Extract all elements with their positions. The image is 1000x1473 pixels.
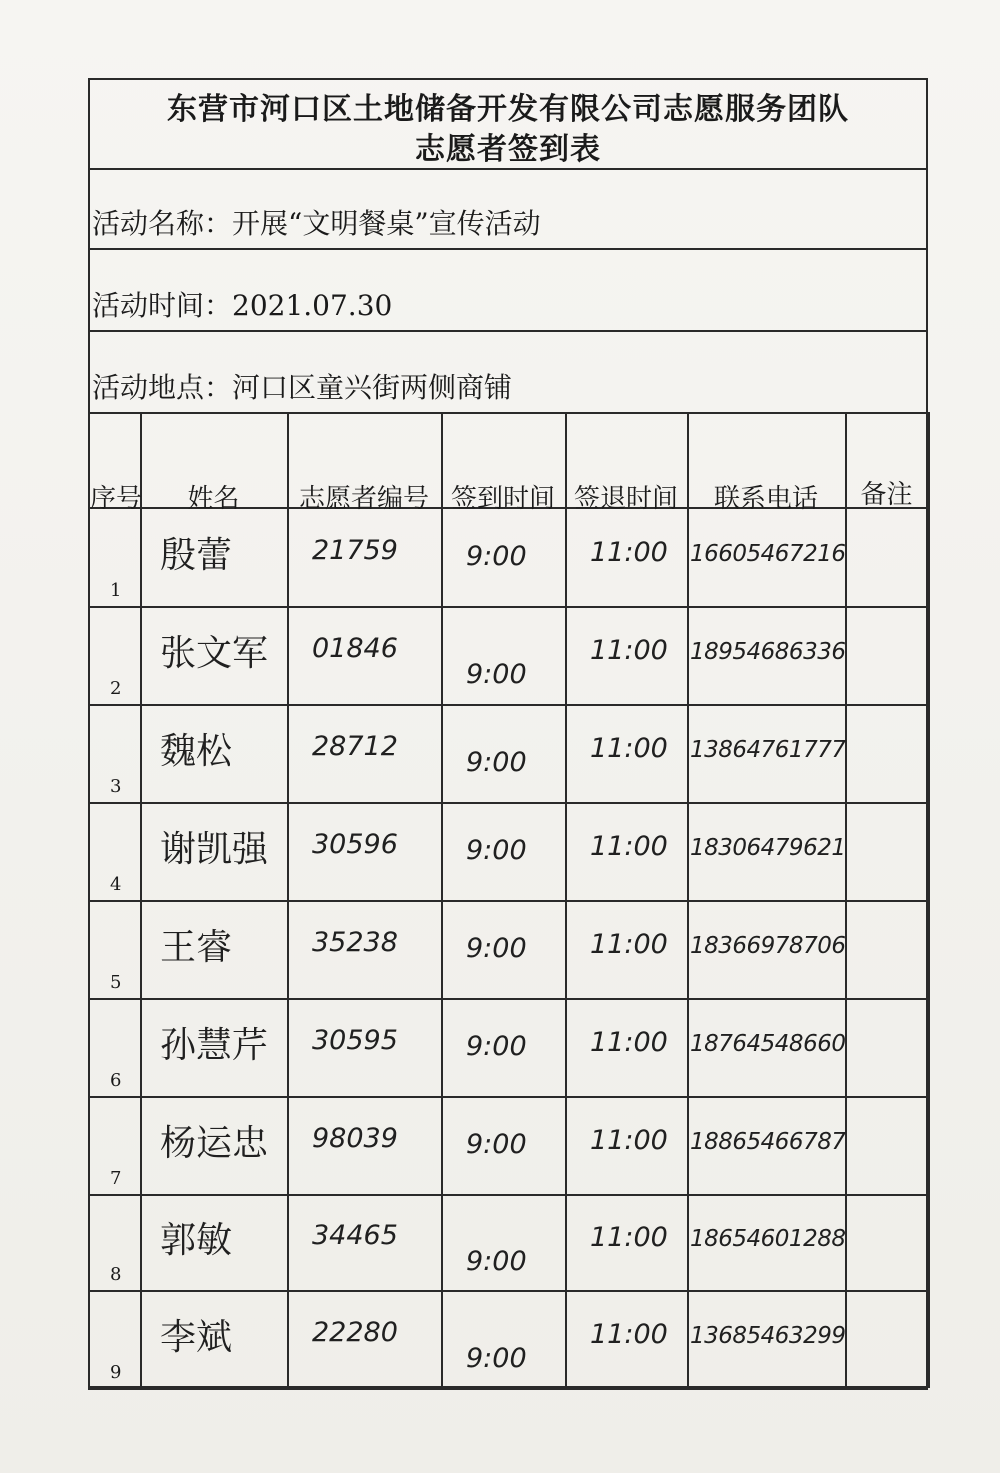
activity-name-label: 活动名称：	[92, 207, 233, 240]
row-phone: 18865466787	[690, 1129, 846, 1155]
table-column-line	[287, 412, 289, 1388]
table-column-line	[88, 412, 90, 1388]
header-sign-in-time: 签到时间	[450, 484, 555, 514]
row-sign-in-time: 9:00	[466, 933, 527, 964]
row-signature: 郭敏	[160, 1220, 233, 1261]
activity-place-label: 活动地点：	[92, 371, 233, 404]
header-sign-out-time: 签退时间	[573, 484, 678, 514]
table-row-line	[88, 606, 928, 608]
row-sign-out-time: 11:00	[590, 929, 668, 960]
row-seq: 5	[110, 972, 122, 993]
row-seq: 3	[110, 776, 122, 797]
row-phone: 18366978706	[690, 933, 846, 959]
row-signature: 王睿	[160, 927, 233, 968]
table-row-line	[88, 704, 928, 706]
header-phone: 联系电话	[713, 484, 818, 514]
row-sign-out-time: 11:00	[590, 1222, 668, 1253]
table-row-line	[88, 1194, 928, 1196]
row-sign-out-time: 11:00	[590, 831, 668, 862]
row-signature: 李斌	[160, 1317, 233, 1358]
row-phone: 16605467216	[690, 540, 846, 567]
row-sign-out-time: 11:00	[590, 635, 668, 666]
table-column-line	[565, 412, 567, 1388]
row-signature: 杨运忠	[160, 1123, 269, 1164]
row-phone: 13685463299	[690, 1323, 846, 1349]
table-row-line	[88, 1290, 928, 1292]
row-volunteer-id: 30596	[312, 829, 398, 860]
row-signature: 孙慧芹	[160, 1025, 269, 1066]
row-phone: 18764548660	[690, 1031, 846, 1057]
row-signature: 殷蕾	[160, 534, 233, 576]
row-sign-in-time: 9:00	[466, 1246, 527, 1277]
row-seq: 4	[110, 874, 122, 895]
activity-name-value: 开展“文明餐桌”宣传活动	[232, 207, 541, 240]
table-column-line	[441, 412, 443, 1388]
row-sign-out-time: 11:00	[590, 536, 668, 568]
row-seq: 6	[110, 1070, 122, 1091]
row-sign-out-time: 11:00	[590, 1027, 668, 1058]
row-sign-in-time: 9:00	[466, 540, 527, 572]
row-signature: 谢凯强	[160, 829, 269, 870]
row-volunteer-id: 22280	[312, 1317, 398, 1348]
row-seq: 9	[110, 1362, 122, 1383]
title-block	[88, 78, 928, 170]
row-volunteer-id: 30595	[312, 1025, 398, 1056]
row-volunteer-id: 35238	[312, 927, 398, 958]
table-column-line	[687, 412, 689, 1388]
activity-time-label: 活动时间：	[92, 289, 233, 322]
row-sign-in-time: 9:00	[466, 1031, 527, 1062]
header-name: 姓名	[187, 484, 240, 514]
row-volunteer-id: 01846	[312, 633, 398, 664]
activity-time-row	[88, 250, 928, 332]
header-note: 备注	[860, 480, 913, 510]
row-seq: 2	[110, 678, 122, 699]
row-sign-in-time: 9:00	[466, 747, 527, 778]
activity-name-row	[88, 170, 928, 250]
row-sign-in-time: 9:00	[466, 659, 527, 690]
row-volunteer-id: 28712	[312, 731, 398, 762]
activity-place-row	[88, 332, 928, 412]
table-row-line	[88, 412, 928, 414]
row-sign-in-time: 9:00	[466, 835, 527, 866]
row-sign-in-time: 9:00	[466, 1129, 527, 1160]
row-volunteer-id: 34465	[312, 1220, 398, 1251]
table-row-line	[88, 1096, 928, 1098]
row-signature: 张文军	[160, 633, 269, 674]
sheet-title: 东营市河口区土地储备开发有限公司志愿服务团队	[167, 92, 849, 127]
table-column-line	[928, 412, 930, 1388]
row-sign-out-time: 11:00	[590, 1319, 668, 1350]
header-seq: 序号	[90, 484, 143, 514]
row-phone: 18954686336	[690, 639, 846, 665]
row-sign-out-time: 11:00	[590, 733, 668, 764]
sheet-subtitle: 志愿者签到表	[415, 132, 601, 167]
row-signature: 魏松	[160, 731, 233, 772]
table-row-line	[88, 802, 928, 804]
activity-place-value: 河口区童兴街两侧商铺	[232, 371, 513, 404]
row-volunteer-id: 21759	[312, 534, 398, 566]
table-row-line	[88, 998, 928, 1000]
row-phone: 18654601288	[690, 1226, 846, 1252]
header-volunteer-id: 志愿者编号	[298, 484, 429, 514]
row-volunteer-id: 98039	[312, 1123, 398, 1154]
row-seq: 8	[110, 1264, 122, 1285]
row-sign-in-time: 9:00	[466, 1343, 527, 1374]
activity-time-value: 2021.07.30	[232, 289, 393, 322]
row-sign-out-time: 11:00	[590, 1125, 668, 1156]
row-seq: 7	[110, 1168, 122, 1189]
table-column-line	[140, 412, 142, 1388]
row-phone: 13864761777	[690, 737, 846, 763]
row-phone: 18306479621	[690, 835, 846, 861]
row-seq: 1	[110, 580, 122, 601]
table-row-line	[88, 1388, 928, 1390]
table-row-line	[88, 900, 928, 902]
